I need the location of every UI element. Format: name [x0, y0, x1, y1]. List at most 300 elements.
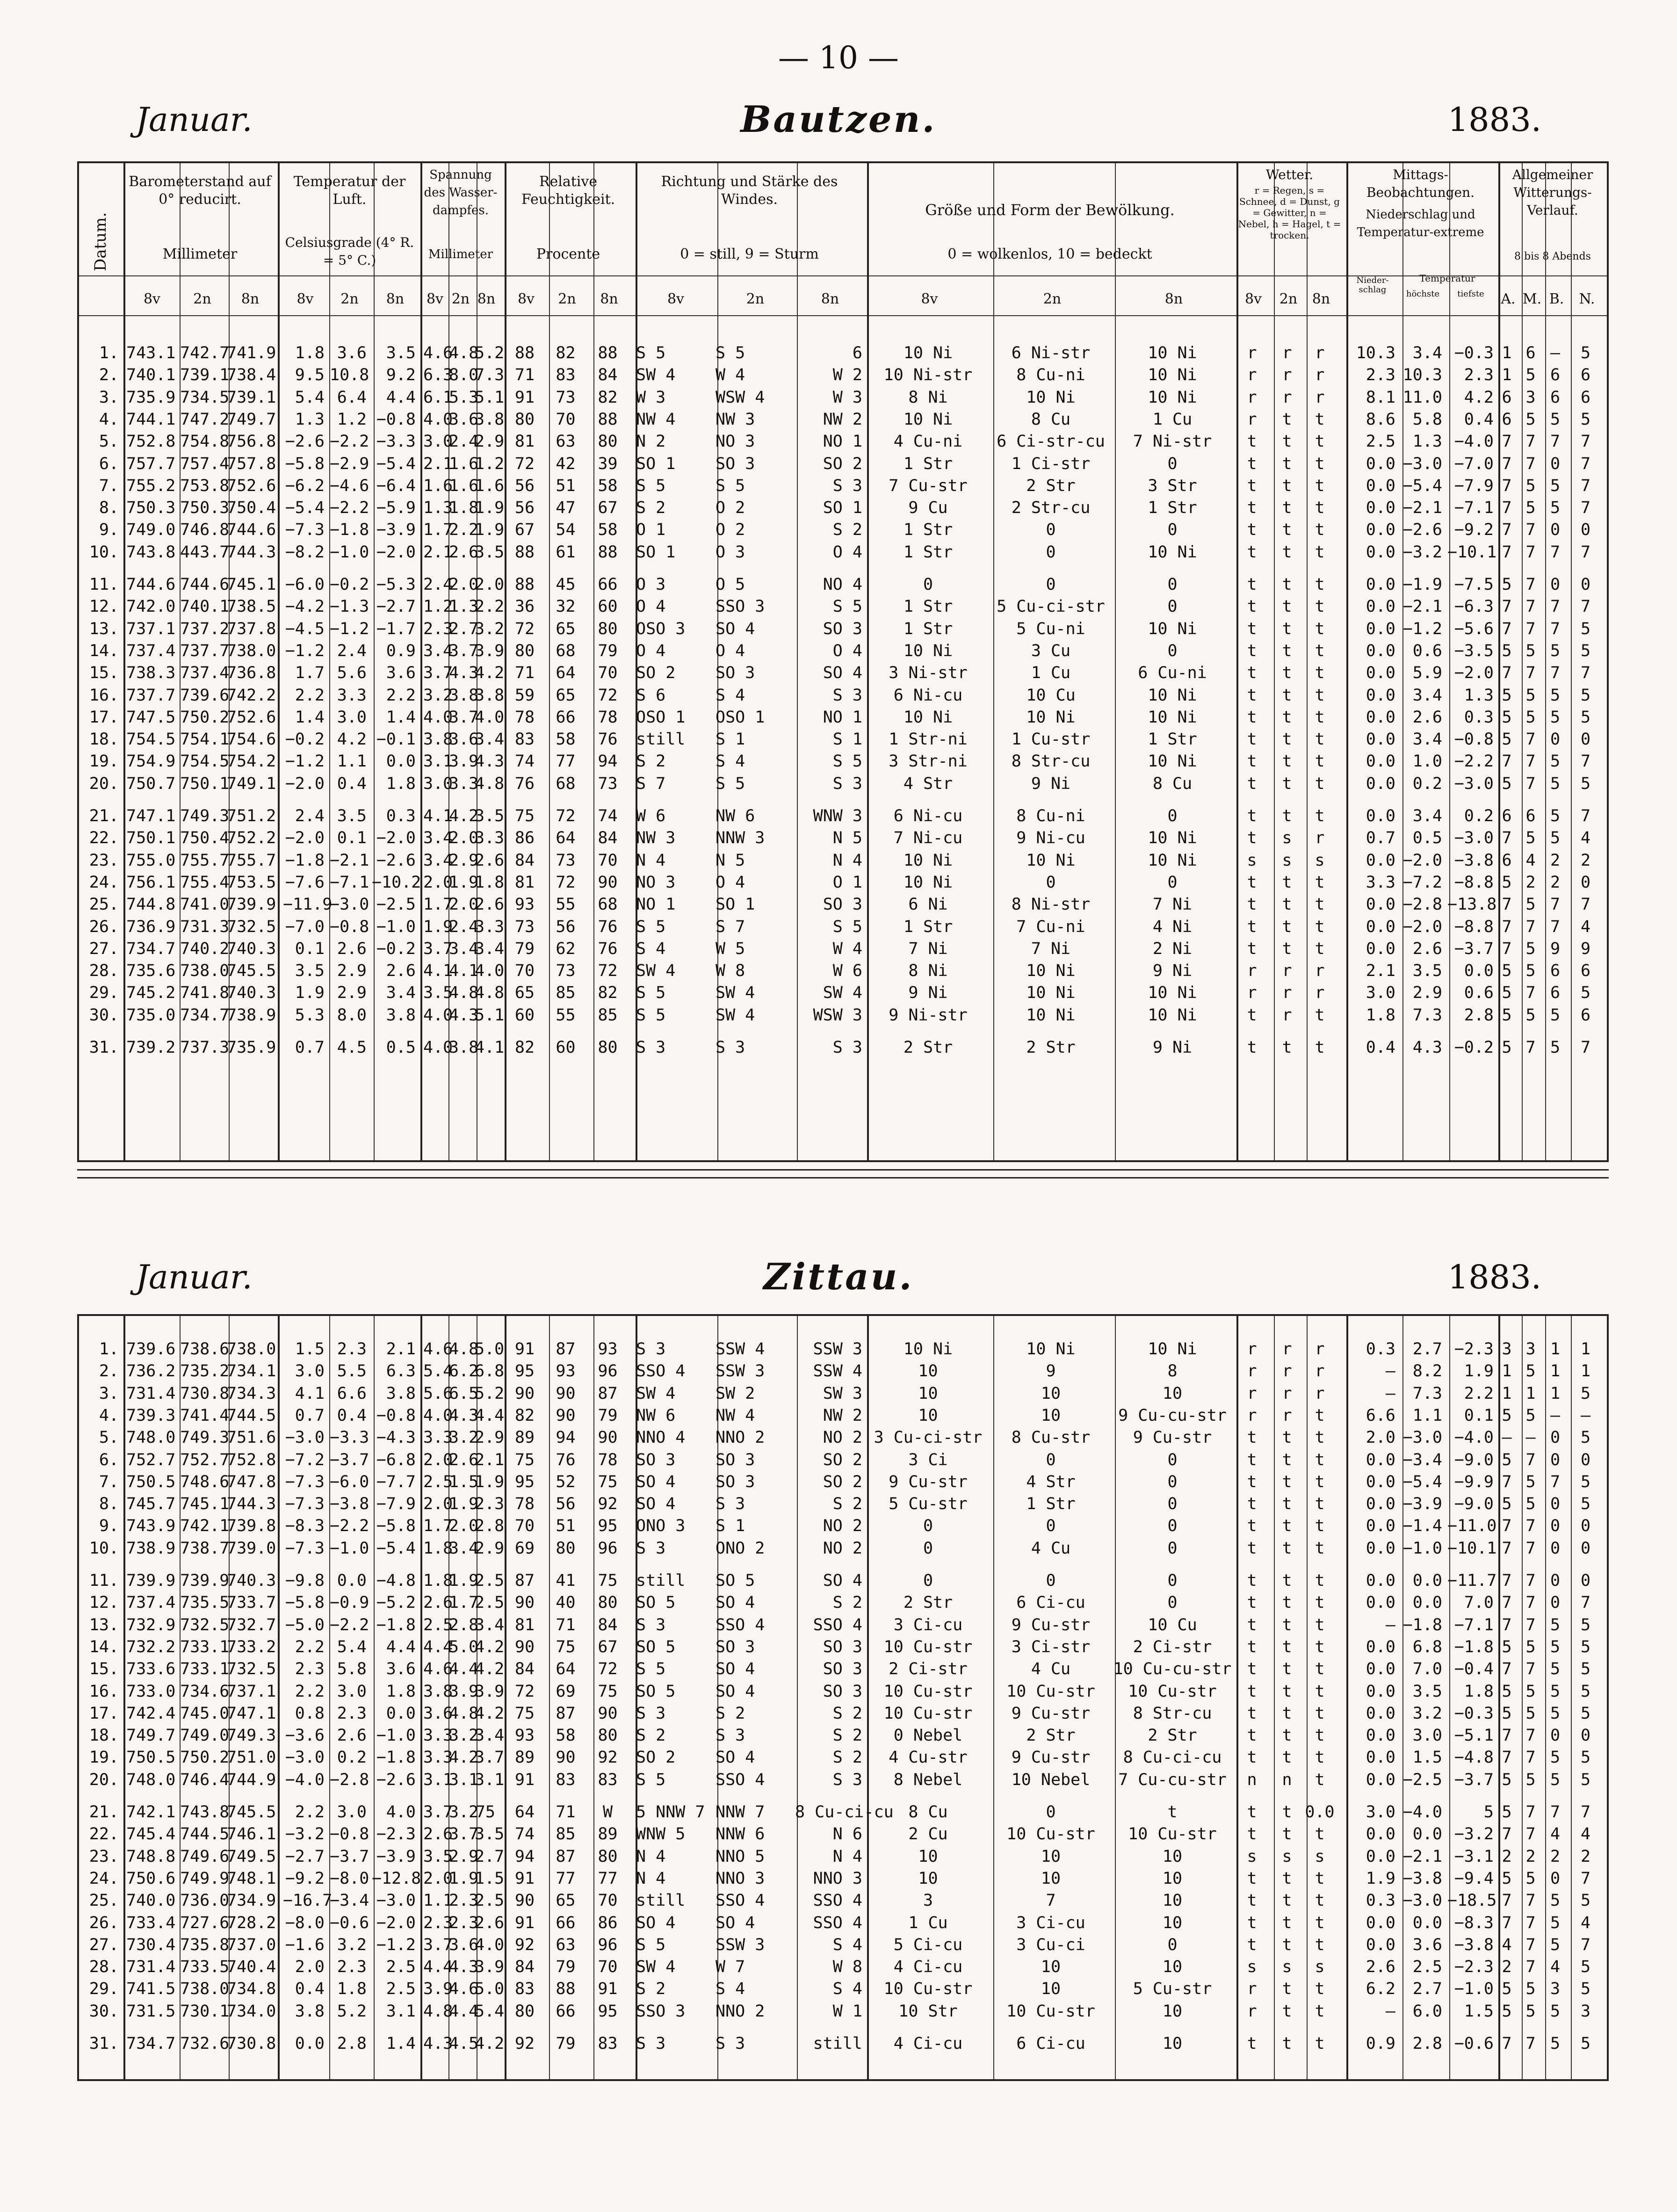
table-cell: 730.8 — [227, 2034, 276, 2053]
table-cell: 2.4 — [423, 575, 453, 594]
table-cell: 3.2 — [423, 686, 453, 705]
table-cell: 0.0 — [1366, 1450, 1395, 1469]
table-cell: S 1 — [832, 730, 862, 749]
table-cell: 5 — [1502, 1704, 1512, 1723]
table-cell: 1.5 — [295, 1340, 325, 1359]
table-cell: t — [1315, 686, 1325, 705]
table-cell: 3 Cu-ci-str — [874, 1428, 983, 1447]
table-cell: SW 4 — [636, 961, 676, 981]
table-cell: 10 — [1162, 1958, 1183, 1977]
table-cell: S 2 — [636, 1726, 666, 1745]
table-cell: 9 Cu-cu-str — [1118, 1406, 1227, 1425]
table-cell: 5 — [1550, 686, 1561, 705]
table-cell: 79 — [556, 1958, 576, 1977]
table-cell: 2.3 — [475, 1495, 505, 1514]
table-cell: 4.1 — [423, 807, 453, 825]
table-cell: 1.5 — [1464, 2002, 1494, 2021]
table-cell: 1 — [1502, 344, 1512, 362]
table-cell: 10 Str — [898, 2002, 958, 2021]
table-cell: SO 4 — [823, 664, 862, 683]
table-cell: 1.3 — [295, 410, 325, 429]
table-cell: 9 Cu-str — [1011, 1615, 1091, 1634]
table-cell: −0.6 — [1454, 2034, 1494, 2053]
table-cell: N 2 — [636, 432, 666, 451]
table-cell: 72 — [598, 961, 618, 981]
table-cell: 0 — [1580, 520, 1591, 540]
table-cell: 64 — [556, 664, 576, 683]
table-cell: 4.2 — [1464, 388, 1494, 407]
table-cell: 18. — [89, 730, 119, 749]
table-cell: 6 Cu-ni — [1138, 664, 1207, 683]
table-cell: 5 — [1525, 829, 1536, 848]
table-cell: 0 — [1046, 542, 1056, 562]
table-cell: 734.1 — [227, 1362, 276, 1381]
table-cell: 92 — [598, 1748, 618, 1767]
table-cell: 83 — [556, 366, 576, 385]
table-cell: t — [1247, 1869, 1257, 1888]
table-cell: 78 — [598, 1450, 618, 1469]
table-row — [0, 1682, 1677, 1703]
table-cell: 87 — [598, 1384, 618, 1403]
table-cell: 1 — [1525, 1384, 1536, 1403]
table-cell: −3.9 — [1402, 1495, 1442, 1514]
table-cell: 70 — [514, 961, 535, 981]
table-cell: O 1 — [636, 520, 666, 540]
table-cell: 7 — [1525, 1891, 1536, 1910]
table-cell: 3.8 — [475, 410, 505, 429]
table-cell: t — [1315, 664, 1325, 683]
table-cell: −2.8 — [330, 1770, 369, 1789]
table-cell: 2 — [1502, 1958, 1512, 1977]
table-cell: 4.3 — [449, 1005, 479, 1025]
table-cell: t — [1247, 1005, 1257, 1025]
table-cell: t — [1247, 873, 1257, 892]
table-cell: 3.2 — [449, 1803, 479, 1822]
table-row — [0, 499, 1677, 519]
table-cell: 3.6 — [337, 344, 367, 362]
table-cell: SSW 3 — [716, 1362, 765, 1381]
table-cell: r — [1315, 1362, 1325, 1381]
table-cell: O 3 — [636, 575, 666, 594]
table-cell: 2.6 — [423, 1593, 453, 1612]
table-cell: 5 Cu-ci-str — [997, 597, 1105, 616]
table-cell: S 3 — [716, 1495, 745, 1514]
table-cell: SO 2 — [636, 1748, 676, 1767]
table-cell: 5 — [1502, 1682, 1512, 1701]
table-cell: 10 Ni — [1148, 752, 1197, 771]
table-cell: 0.0 — [386, 752, 416, 771]
table-cell: 0 — [1550, 520, 1561, 540]
table-cell: 2.8 — [1412, 2034, 1442, 2053]
table-cell: S 5 — [636, 1005, 666, 1025]
table-cell: 7 — [1580, 542, 1591, 562]
table-cell: SSO 4 — [813, 1615, 862, 1634]
table-cell: −4.6 — [330, 476, 369, 495]
table-cell: 735.6 — [126, 961, 176, 981]
table-cell: t — [1247, 1038, 1257, 1057]
table-cell: SW 4 — [636, 366, 676, 385]
table-cell: 5. — [99, 432, 119, 451]
table-cell: 5 — [1502, 1005, 1512, 1025]
table-cell: 20. — [89, 774, 119, 793]
table-cell: 4.0 — [423, 1038, 453, 1057]
table-cell: 2.3 — [337, 1704, 367, 1723]
table-cell: −6.8 — [376, 1450, 416, 1469]
table-cell: 745.5 — [227, 1803, 276, 1822]
header-temperature_unit: Celsiusgrade (4° R. = 5° C.) — [285, 235, 414, 268]
table-cell: t — [1282, 1637, 1292, 1656]
table-cell: −7.3 — [285, 1472, 325, 1491]
table-cell: t — [1315, 454, 1325, 473]
table-cell: 2.2 — [295, 1803, 325, 1822]
table-cell: 7 — [1502, 895, 1512, 914]
table-cell: 76 — [556, 1450, 576, 1469]
table-cell: 83 — [514, 1980, 535, 1999]
table-cell: −2.1 — [1402, 1847, 1442, 1866]
table-cell: NW 3 — [636, 829, 676, 848]
table-cell: −0.9 — [330, 1593, 369, 1612]
table-cell: 3.9 — [449, 752, 479, 771]
table-cell: 748.0 — [126, 1428, 176, 1447]
table-cell: 4.0 — [423, 410, 453, 429]
table-cell: 1 — [1502, 1384, 1512, 1403]
table-cell: 3 — [1550, 1980, 1561, 1999]
table-cell: 8 Cu-ci-cu — [795, 1803, 894, 1822]
table-cell: 7 — [1502, 664, 1512, 683]
table-cell: 10.3 — [1402, 366, 1442, 385]
table-cell: 0 — [1046, 873, 1056, 892]
table-cell: 5.1 — [475, 1005, 505, 1025]
table-cell: 19. — [89, 752, 119, 771]
table-cell: 3.3 — [1366, 873, 1395, 892]
table-cell: 7 Ni-cu — [893, 829, 963, 848]
table-cell: 7 — [1525, 1539, 1536, 1558]
table-cell: 3 Ni-str — [889, 664, 968, 683]
table-cell: 3.7 — [449, 641, 479, 660]
table-cell: 9 — [1580, 939, 1591, 958]
table-cell: 734.7 — [126, 2034, 176, 2053]
table-cell: 743.8 — [126, 542, 176, 562]
table-cell: 10 Ni — [1148, 686, 1197, 705]
table-cell: 7 — [1525, 1748, 1536, 1767]
table-cell: −5.8 — [285, 454, 325, 473]
table-cell: 754.2 — [227, 752, 276, 771]
header-midday_sub: Niederschlag und Temperatur-extreme — [1357, 208, 1484, 239]
table-cell: SSO 4 — [716, 1770, 765, 1789]
table-cell: 1 Str — [903, 542, 953, 562]
table-cell: 739.1 — [180, 366, 230, 385]
table-cell: 69 — [514, 1539, 535, 1558]
table-cell: 3.3 — [423, 1428, 453, 1447]
table-cell: 732.6 — [180, 2034, 230, 2053]
table-cell: 4.6 — [423, 1340, 453, 1359]
table-cell: 1.8 — [386, 1682, 416, 1701]
table-cell: W 5 — [716, 939, 745, 958]
table-cell: 5.4 — [295, 388, 325, 407]
table-cell: 24. — [89, 873, 119, 892]
table-cell: 5 — [1550, 2002, 1561, 2021]
table-cell: 3.9 — [475, 1958, 505, 1977]
table-cell: 5 — [1580, 1748, 1591, 1767]
table-cell: 36 — [514, 597, 535, 616]
table-cell: 10 — [1162, 1869, 1183, 1888]
table-cell: t — [1247, 1571, 1257, 1590]
table-cell: SO 2 — [823, 1472, 862, 1491]
table-cell: 5 — [1525, 708, 1536, 727]
table-cell: −5.2 — [376, 1593, 416, 1612]
table-cell: 2.4 — [449, 432, 479, 451]
table-cell: 0.4 — [1366, 1038, 1395, 1057]
table-cell: 25. — [89, 1891, 119, 1910]
table-cell: 7.0 — [1464, 1593, 1494, 1612]
table-cell: 7.3 — [1412, 1005, 1442, 1025]
header-humidity: Relative Feuchtigkeit. — [521, 173, 615, 208]
table-cell: 1.8 — [1366, 1005, 1395, 1025]
table-cell: 1 Str — [903, 619, 953, 638]
table-cell: 7 — [1502, 2034, 1512, 2053]
table-cell: 1 Cu — [908, 1913, 948, 1932]
time-header: 2n — [558, 291, 576, 307]
table-cell: — — [1385, 1362, 1395, 1381]
table-cell: NO 1 — [636, 895, 676, 914]
table-cell: 7 — [1502, 917, 1512, 936]
table-cell: N 5 — [832, 829, 862, 848]
table-cell: 6.4 — [337, 388, 367, 407]
table-cell: 1.6 — [449, 476, 479, 495]
table-cell: 2.5 — [1366, 432, 1395, 451]
table-cell: t — [1282, 1571, 1292, 1590]
table-row — [0, 366, 1677, 386]
table-cell: 77 — [556, 752, 576, 771]
table-cell: 4.4 — [423, 1637, 453, 1656]
table-cell: 62 — [556, 939, 576, 958]
table-cell: 10 Cu-cu-str — [1113, 1660, 1232, 1679]
table-cell: 4.0 — [423, 708, 453, 727]
table-cell: 2.0 — [475, 575, 505, 594]
table-cell: −18.5 — [1447, 1891, 1497, 1910]
table-cell: 5 — [1525, 1005, 1536, 1025]
table-cell: 5. — [99, 1428, 119, 1447]
table-cell: 6.1 — [423, 388, 453, 407]
table-cell: 5 — [1502, 1869, 1512, 1888]
table-cell: 52 — [556, 1472, 576, 1491]
table-cell: 90 — [514, 1637, 535, 1656]
table-cell: −6.3 — [1454, 597, 1494, 616]
table-cell: 5 — [1502, 708, 1512, 727]
table-cell: 732.2 — [126, 1637, 176, 1656]
table-cell: NNW 7 — [716, 1803, 765, 1822]
table-cell: −4.8 — [1454, 1748, 1494, 1767]
table-cell: 75 — [598, 1571, 618, 1590]
table-row — [0, 2034, 1677, 2055]
table-cell: 3 Ci — [908, 1450, 948, 1469]
table-cell: 3.8 — [423, 730, 453, 749]
table-cell: 749.1 — [227, 774, 276, 793]
table-cell: 9 Ni — [1152, 961, 1193, 981]
table-cell: 751.0 — [227, 1748, 276, 1767]
table-cell: 0.0 — [1366, 1472, 1395, 1491]
table-cell: NNO 2 — [716, 2002, 765, 2021]
table-cell: t — [1315, 1593, 1325, 1612]
table-cell: −7.5 — [1454, 575, 1494, 594]
table-cell: s — [1247, 851, 1257, 870]
table-cell: −5.4 — [1402, 476, 1442, 495]
table-cell: SW 4 — [636, 1384, 676, 1403]
table-cell: −0.2 — [330, 575, 369, 594]
table-cell: 3.0 — [337, 708, 367, 727]
table-cell: 10 — [918, 1869, 938, 1888]
table-cell: 745.2 — [126, 983, 176, 1003]
table-cell: −4.2 — [285, 597, 325, 616]
table-cell: −0.8 — [376, 410, 416, 429]
table-cell: 6 Ci-cu — [1016, 1593, 1085, 1612]
table-cell: 3.5 — [1412, 1682, 1442, 1701]
table-cell: 56 — [556, 1495, 576, 1514]
table-cell: 731.5 — [126, 2002, 176, 2021]
table-cell: −3.7 — [330, 1450, 369, 1469]
table-cell: 2.9 — [475, 1539, 505, 1558]
table-cell: 3.0 — [295, 1362, 325, 1381]
table-cell: 4 Ni — [1152, 917, 1193, 936]
table-row — [0, 774, 1677, 795]
table-cell: 9 Cu-str — [889, 1472, 968, 1491]
table-cell: S 5 — [716, 774, 745, 793]
table-cell: r — [1282, 1384, 1292, 1403]
table-cell: 26. — [89, 1913, 119, 1932]
table-cell: 65 — [556, 686, 576, 705]
time-header: 8v — [517, 291, 535, 307]
table-cell: 77 — [598, 1869, 618, 1888]
table-cell: 5 — [1580, 641, 1591, 660]
table-cell: 7 — [1580, 1593, 1591, 1612]
table-cell: 10 — [1041, 1980, 1061, 1999]
table-cell: 2.6 — [1412, 708, 1442, 727]
table-cell: 5 — [1525, 1770, 1536, 1789]
table-cell: 94 — [514, 1847, 535, 1866]
table-cell: 10 — [1162, 1891, 1183, 1910]
table-cell: 2.0 — [449, 575, 479, 594]
table-cell: 2.2 — [295, 1682, 325, 1701]
table-cell: 754.5 — [180, 752, 230, 771]
table-cell: 92 — [514, 1935, 535, 1954]
table-cell: 0 — [1167, 454, 1178, 473]
table-cell: 6.5 — [449, 1384, 479, 1403]
table-cell: 732.9 — [126, 1615, 176, 1634]
table-cell: O 4 — [636, 597, 666, 616]
table-cell: 12. — [89, 1593, 119, 1612]
table-cell: 2.7 — [449, 619, 479, 638]
table-cell: 0 — [1580, 730, 1591, 749]
table-cell: t — [1282, 1428, 1292, 1447]
table-cell: SSW 4 — [716, 1340, 765, 1359]
table-cell: t — [1315, 1406, 1325, 1425]
table-cell: 750.3 — [180, 499, 230, 518]
table-cell: 4.4 — [449, 2002, 479, 2021]
table-cell: 0.0 — [1366, 939, 1395, 958]
table-cell: 0 — [1580, 1539, 1591, 1558]
table-cell: 3. — [99, 1384, 119, 1403]
table-cell: t — [1282, 1980, 1292, 1999]
table-cell: 0.3 — [386, 807, 416, 825]
table-cell: W 1 — [832, 2002, 862, 2021]
table-cell: 9 — [1550, 939, 1561, 958]
table-cell: 73 — [514, 917, 535, 936]
table-cell: 7 — [1525, 2034, 1536, 2053]
table-cell: −0.2 — [1454, 1038, 1494, 1057]
table-cell: 4.1 — [423, 961, 453, 981]
table-cell: 1.0 — [1412, 752, 1442, 771]
table-cell: 747.8 — [227, 1472, 276, 1491]
table-cell: t — [1247, 1748, 1257, 1767]
table-cell: 7.0 — [1412, 1660, 1442, 1679]
table-cell: 4.2 — [449, 807, 479, 825]
table-cell: 76 — [514, 774, 535, 793]
table-cell: 2.2 — [475, 597, 505, 616]
table-cell: 73 — [556, 388, 576, 407]
table-cell: 749.7 — [227, 410, 276, 429]
table-cell: 740.0 — [126, 1891, 176, 1910]
table-cell: −2.3 — [1454, 1340, 1494, 1359]
table-cell: 1 Cu — [1031, 664, 1071, 683]
table-cell: 76 — [598, 730, 618, 749]
table-cell: 8 Ni — [908, 388, 948, 407]
table-cell: SW 4 — [716, 1005, 755, 1025]
table-cell: −4.0 — [1454, 1428, 1494, 1447]
table-cell: −7.6 — [285, 873, 325, 892]
table-cell: 71 — [556, 1615, 576, 1634]
table-cell: t — [1247, 1615, 1257, 1634]
table-cell: 0 — [1167, 1935, 1178, 1954]
table-cell: −7.7 — [376, 1472, 416, 1491]
table-cell: N 4 — [832, 851, 862, 870]
table-cell: 5 — [1502, 1406, 1512, 1425]
table-cell: SO 4 — [636, 1913, 676, 1932]
table-cell: 91 — [514, 1340, 535, 1359]
table-cell: 25. — [89, 895, 119, 914]
table-cell: 2.3 — [423, 1913, 453, 1932]
table-cell: −2.6 — [285, 432, 325, 451]
table-cell: 90 — [598, 1428, 618, 1447]
table-cell: 31. — [89, 1038, 119, 1057]
table-cell: 7 — [1502, 1615, 1512, 1634]
table-row — [0, 1517, 1677, 1537]
table-cell: 1.8 — [337, 1980, 367, 1999]
table-cell: 8.1 — [1366, 388, 1395, 407]
header-wind: Richtung und Stärke des Windes. — [661, 173, 838, 208]
table-cell: 45 — [556, 575, 576, 594]
table-cell: 0.0 — [1366, 917, 1395, 936]
table-cell: 3.4 — [1412, 730, 1442, 749]
table-cell: 73 — [556, 851, 576, 870]
table-cell: 74 — [514, 752, 535, 771]
table-cell: 443.7 — [180, 542, 230, 562]
table-cell: −3.8 — [330, 1495, 369, 1514]
table-cell: 0.0 — [1366, 1748, 1395, 1767]
table-cell: t — [1247, 829, 1257, 848]
table-cell: −0.2 — [376, 939, 416, 958]
table-cell: 1 — [1502, 1362, 1512, 1381]
table-cell: 4.8 — [449, 1704, 479, 1723]
table-cell: SO 1 — [636, 454, 676, 473]
table-cell: 9 Cu-str — [1011, 1748, 1091, 1767]
table-cell: −5.4 — [376, 454, 416, 473]
table-cell: 7 — [1525, 752, 1536, 771]
table-cell: 5 — [1525, 1704, 1536, 1723]
table-cell: t — [1315, 1495, 1325, 1514]
table-cell: 2.4 — [337, 641, 367, 660]
table-cell: 90 — [556, 1384, 576, 1403]
table-cell: 0.0 — [1366, 542, 1395, 562]
